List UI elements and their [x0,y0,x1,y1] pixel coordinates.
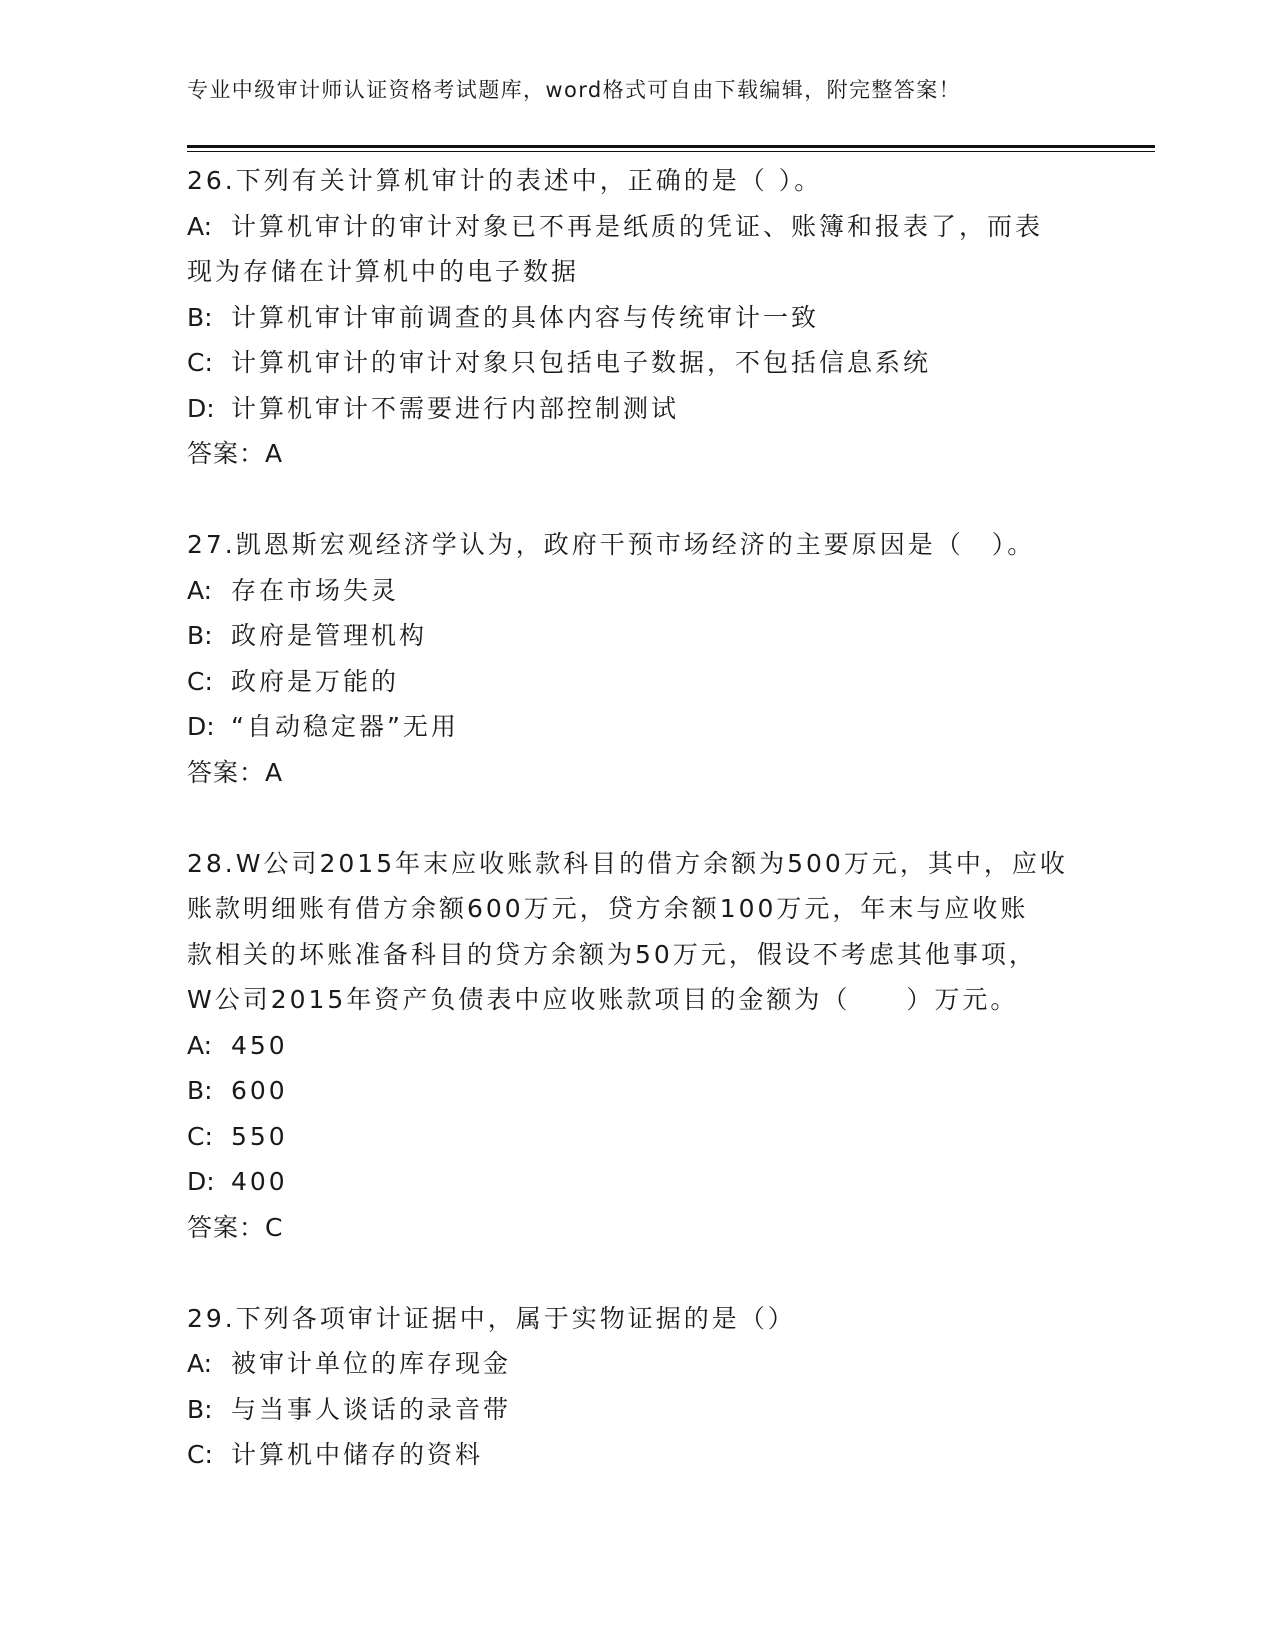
question-stem-line: 27.凯恩斯宏观经济学认为，政府干预市场经济的主要原因是（ ）。 [187,530,1036,559]
header-rule-thick [187,145,1155,148]
option-text: 计算机审计的审计对象只包括电子数据，不包括信息系统 [231,348,932,377]
option-key: C: [187,1440,213,1469]
page-header: 专业中级审计师认证资格考试题库，word格式可自由下载编辑，附完整答案！ [187,78,962,102]
question-block [187,158,1087,477]
question-block [187,1296,1087,1478]
option-text: 存在市场失灵 [231,575,400,605]
answer-line: 答案：A [187,757,284,787]
option-line [187,1114,1087,1160]
option-key: B: [187,302,213,332]
option-key: B: [187,1394,213,1424]
option-text: 550 [231,1121,288,1151]
option-line [187,204,1087,250]
option-text: “自动稳定器”无用 [231,712,459,741]
option-key: D: [187,1167,215,1196]
option-line [187,613,1087,659]
question-spacer [187,477,1087,523]
option-line [187,1068,1087,1114]
option-line [187,1023,1087,1069]
question-block [187,522,1087,795]
option-line [187,1387,1087,1433]
option-line [187,704,1087,750]
question-spacer [187,1250,1087,1296]
option-key: A: [187,211,213,241]
option-line [187,659,1087,705]
option-line [187,386,1087,432]
answer-line: 答案：A [187,439,284,468]
question-spacer [187,795,1087,841]
option-key: A: [187,1030,213,1060]
option-line [187,1432,1087,1478]
option-text: 被审计单位的库存现金 [231,1349,512,1378]
header-rule-thin [187,151,1155,152]
option-key: A: [187,1349,213,1378]
option-key: C: [187,666,213,696]
option-key: B: [187,621,213,650]
question-list [187,158,1087,1478]
option-key: A: [187,575,213,605]
option-text: 与当事人谈话的录音带 [231,1394,512,1424]
question-stem-line: 账款明细账有借方余额600万元，贷方余额100万元，年末与应收账 [187,894,1029,923]
option-text: 政府是万能的 [231,666,400,696]
option-text: 计算机审计审前调查的具体内容与传统审计一致 [231,302,820,332]
option-key: B: [187,1076,213,1105]
option-text: 600 [231,1076,288,1105]
question-block [187,841,1087,1251]
question-stem-line: 28.W公司2015年末应收账款科目的借方余额为500万元，其中，应收 [187,848,1068,878]
option-line: 现为存储在计算机中的电子数据 [187,257,580,286]
answer-line: 答案：C [187,1212,284,1242]
option-text: 400 [231,1167,288,1196]
option-key: C: [187,1121,213,1151]
question-stem-line: 款相关的坏账准备科目的贷方余额为50万元，假设不考虑其他事项， [187,939,1037,969]
option-key: D: [187,393,215,423]
option-line [187,1341,1087,1387]
option-key: C: [187,348,213,377]
option-text: 政府是管理机构 [231,621,428,650]
option-line [187,295,1087,341]
question-stem-line: 29.下列各项审计证据中，属于实物证据的是（） [187,1303,796,1333]
question-stem-line: 26.下列有关计算机审计的表述中，正确的是（ ）。 [187,166,823,195]
option-line [187,1159,1087,1205]
question-stem-line: W公司2015年资产负债表中应收账款项目的金额为（ ）万元。 [187,985,1019,1014]
option-key: D: [187,712,215,741]
option-text: 计算机审计不需要进行内部控制测试 [231,393,680,423]
option-line [187,340,1087,386]
option-text: 计算机中储存的资料 [231,1440,484,1469]
option-line [187,568,1087,614]
option-text: 计算机审计的审计对象已不再是纸质的凭证、账簿和报表了，而表 [231,211,1044,241]
option-text: 450 [231,1030,288,1060]
